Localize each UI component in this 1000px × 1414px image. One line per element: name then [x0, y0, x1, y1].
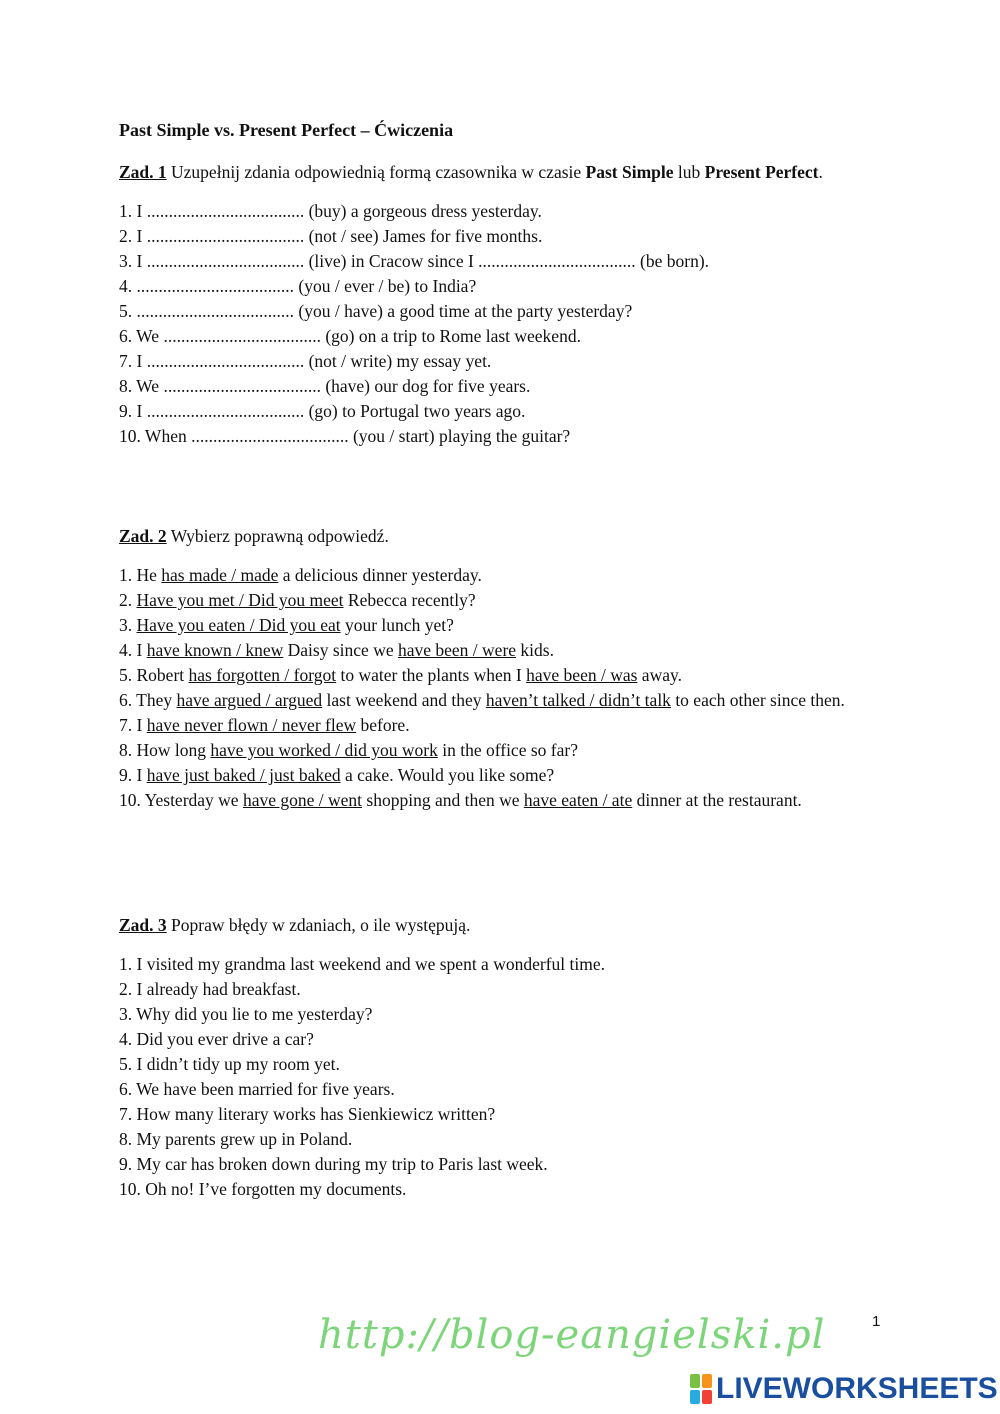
- task-3-instruction: Zad. 3 Popraw błędy w zdaniach, o ile występują.: [119, 915, 471, 935]
- answer-choice[interactable]: have been / were: [397, 640, 517, 660]
- task-3-list: [119, 952, 869, 1202]
- task-2-instruction: Zad. 2 Wybierz poprawną odpowiedź.: [119, 526, 389, 546]
- blog-url-watermark: http://blog-eangielski.pl: [318, 1312, 826, 1358]
- task-3-item: 4. Did you ever drive a car?: [119, 1029, 314, 1049]
- answer-choice[interactable]: have never flown / never flew: [146, 715, 357, 735]
- task-1-item: 6. We .................................... (go) on a trip to Rome last weekend.: [119, 326, 581, 346]
- page-number: 1: [872, 1313, 881, 1330]
- task-3-item: 3. Why did you lie to me yesterday?: [119, 1004, 373, 1024]
- task-1-item: 9. I .................................... (go) to Portugal two years ago.: [119, 401, 526, 421]
- task-3-label: Zad. 3: [119, 915, 167, 935]
- answer-choice[interactable]: have been / was: [526, 665, 638, 685]
- logo-square: [702, 1390, 712, 1404]
- task-2-item: 6. They have argued / argued last weekend and they haven’t talked / didn’t talk to each other since then.: [119, 690, 845, 710]
- task-2-item: 5. Robert has forgotten / forgot to water the plants when I have been / was away.: [119, 665, 682, 685]
- task-2-item: 7. I have never flown / never flew before.: [119, 715, 410, 735]
- liveworksheets-icon: [690, 1374, 712, 1404]
- task-1: [119, 160, 869, 449]
- task-1-item: 1. I .................................... (buy) a gorgeous dress yesterday.: [119, 201, 542, 221]
- task-2-item: 4. I have known / knew Daisy since we have been / were kids.: [119, 640, 554, 660]
- answer-choice[interactable]: Have you eaten / Did you eat: [136, 615, 341, 635]
- task-2-item: 10. Yesterday we have gone / went shopping and then we have eaten / ate dinner at the restaurant.: [119, 790, 802, 810]
- task-1-item: 5. .................................... (you / have) a good time at the party yesterday?: [119, 301, 633, 321]
- task-2: [119, 524, 869, 813]
- task-1-item: 10. When .................................... (you / start) playing the guitar?: [119, 426, 571, 446]
- task-2-item: 1. He has made / made a delicious dinner yesterday.: [119, 565, 482, 585]
- answer-choice[interactable]: have eaten / ate: [523, 790, 633, 810]
- task-2-item: 3. Have you eaten / Did you eat your lunch yet?: [119, 615, 454, 635]
- task-2-list: [119, 563, 869, 813]
- liveworksheets-logo: [690, 1372, 998, 1406]
- liveworksheets-brand: LIVEWORKSHEETS: [716, 1372, 998, 1405]
- task-1-label: Zad. 1: [119, 162, 167, 182]
- task-1-item: 4. .................................... (you / ever / be) to India?: [119, 276, 477, 296]
- answer-choice[interactable]: have argued / argued: [176, 690, 323, 710]
- task-3-item: 1. I visited my grandma last weekend and we spent a wonderful time.: [119, 954, 605, 974]
- task-3-item: 5. I didn’t tidy up my room yet.: [119, 1054, 340, 1074]
- task-3-item: 2. I already had breakfast.: [119, 979, 301, 999]
- task-2-item: 2. Have you met / Did you meet Rebecca recently?: [119, 590, 476, 610]
- answer-choice[interactable]: haven’t talked / didn’t talk: [485, 690, 671, 710]
- task-3: [119, 913, 869, 1202]
- task-3-item: 6. We have been married for five years.: [119, 1079, 395, 1099]
- task-3-item: 9. My car has broken down during my trip to Paris last week.: [119, 1154, 548, 1174]
- task-1-list: [119, 199, 869, 449]
- answer-choice[interactable]: has forgotten / forgot: [188, 665, 337, 685]
- task-3-item: 10. Oh no! I’ve forgotten my documents.: [119, 1179, 407, 1199]
- logo-square: [702, 1374, 712, 1388]
- task-2-label: Zad. 2: [119, 526, 167, 546]
- logo-square: [690, 1390, 700, 1404]
- task-1-item: 2. I .................................... (not / see) James for five months.: [119, 226, 543, 246]
- task-1-item: 7. I .................................... (not / write) my essay yet.: [119, 351, 492, 371]
- task-3-item: 7. How many literary works has Sienkiewicz written?: [119, 1104, 496, 1124]
- task-2-item: 8. How long have you worked / did you work in the office so far?: [119, 740, 578, 760]
- page-title: Past Simple vs. Present Perfect – Ćwiczenia: [119, 120, 454, 140]
- answer-choice[interactable]: have just baked / just baked: [146, 765, 341, 785]
- task-3-item: 8. My parents grew up in Poland.: [119, 1129, 353, 1149]
- answer-choice[interactable]: have known / knew: [146, 640, 284, 660]
- task-2-item: 9. I have just baked / just baked a cake. Would you like some?: [119, 765, 555, 785]
- task-1-item: 8. We .................................... (have) our dog for five years.: [119, 376, 531, 396]
- answer-choice[interactable]: have you worked / did you work: [210, 740, 438, 760]
- answer-choice[interactable]: Have you met / Did you meet: [136, 590, 344, 610]
- task-1-item: 3. I .................................... (live) in Cracow since I .................................... (be born).: [119, 251, 710, 271]
- answer-choice[interactable]: have gone / went: [242, 790, 363, 810]
- task-1-instruction: Zad. 1 Uzupełnij zdania odpowiednią formą czasownika w czasie Past Simple lub Present Perfect.: [119, 162, 823, 182]
- answer-choice[interactable]: has made / made: [161, 565, 279, 585]
- logo-square: [690, 1374, 700, 1388]
